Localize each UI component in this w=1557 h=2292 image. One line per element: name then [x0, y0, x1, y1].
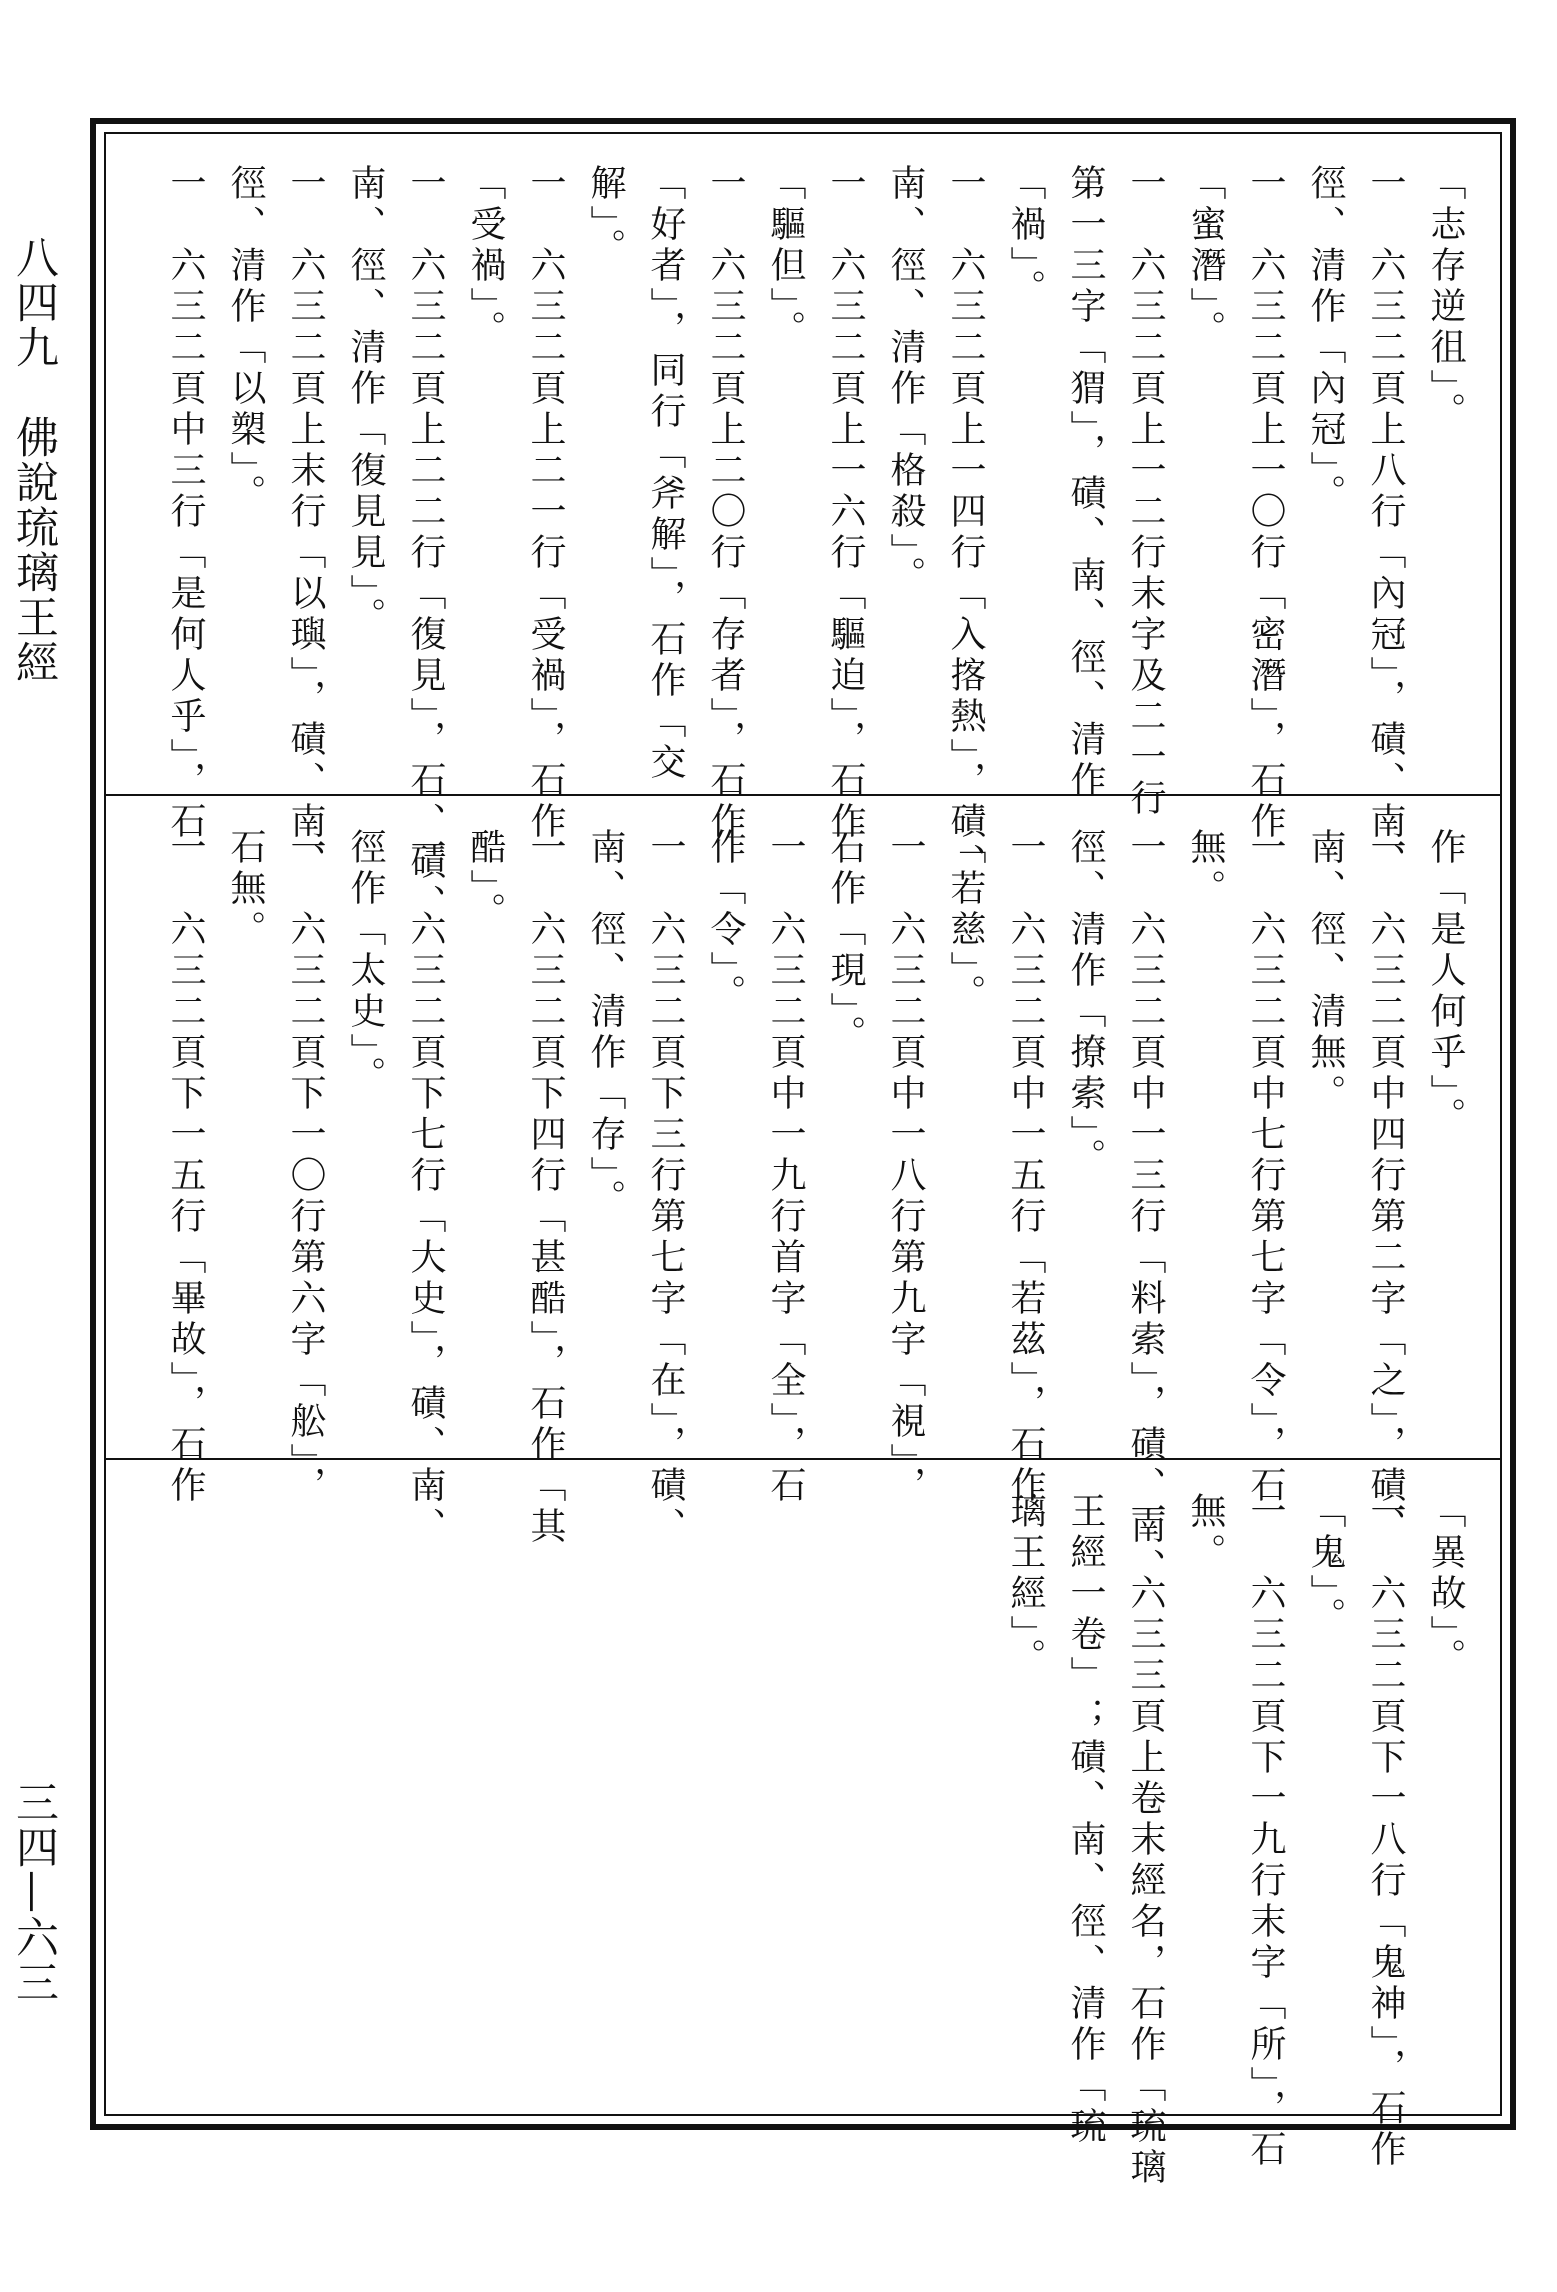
text-column: 一 六三二頁中一三行「料索」，磧、南、	[1125, 828, 1166, 1589]
text-column: 徑、清作「以槊」。	[225, 164, 266, 515]
text-column: 一 六三二頁下一〇行第六字「舩」，	[285, 828, 326, 1507]
text-column: 解」。	[585, 164, 626, 269]
text-column: 「驅但」。	[765, 164, 806, 351]
text-column: 南、徑、清作「格殺」。	[885, 164, 926, 597]
text-column: 「若慈」。	[945, 828, 986, 1015]
text-column: 無。	[1185, 1492, 1226, 1574]
text-column: 一 六三二頁下七行「大史」，磧、南、	[405, 828, 446, 1548]
text-column: 無。	[1185, 828, 1226, 910]
text-column: 一 六三二頁上一四行「入揢熱」，磧、	[945, 164, 986, 884]
text-column: 石無。	[225, 828, 266, 951]
text-column: 一 六三二頁中一八行第九字「視」，	[885, 828, 926, 1507]
text-column: 一 六三二頁下三行第七字「在」，磧、	[645, 828, 686, 1548]
text-column: 一 六三二頁上八行「內冠」，磧、南、	[1365, 164, 1406, 884]
text-column: 南、徑、清無。	[1305, 828, 1346, 1115]
text-column: 「志存逆徂」。	[1425, 164, 1466, 433]
page-frame	[90, 118, 1516, 2189]
text-column: 「蜜潛」。	[1185, 164, 1226, 351]
text-column: 一 六三二頁下一五行「畢故」，石作	[165, 828, 206, 1507]
text-column: 一 六三三頁上卷末經名，石作「琉璃	[1125, 1492, 1166, 2189]
text-column: 一 六三二頁中一九行首字「全」，石	[765, 828, 806, 1507]
text-column: 作「是人何乎」。	[1425, 828, 1466, 1138]
text-column: 徑、清作「內冠」。	[1305, 164, 1346, 515]
text-column: 一 六三二頁上一二行末字及二一行	[1125, 164, 1166, 820]
text-column: 第一三字「猬」，磧、南、徑、清作	[1065, 164, 1106, 802]
text-column: 一 六三二頁上二一行「受禍」，石作	[525, 164, 566, 843]
text-column: 一 六三二頁上二二行「復見」，石、磧、	[405, 164, 446, 925]
text-column: 「禍」。	[1005, 164, 1046, 310]
text-column: 一 六三二頁上一六行「驅迫」，石作	[825, 164, 866, 843]
text-column: 徑、清作「撩索」。	[1065, 828, 1106, 1179]
text-column: 徑作「太史」。	[345, 828, 386, 1097]
text-column: 一 六三二頁中一五行「若茲」，石作	[1005, 828, 1046, 1507]
text-column: 南、徑、清作「存」。	[585, 828, 626, 1220]
margin-page-number: 三四—六三	[9, 1780, 59, 2005]
text-column: 南、徑、清作「復見見」。	[345, 164, 386, 638]
text-column: 一 六三二頁上末行「以璵」，磧、南、	[285, 164, 326, 884]
text-column: 一 六三二頁上一〇行「密潛」，石作	[1245, 164, 1286, 843]
text-column: 璃王經」。	[1005, 1492, 1046, 1679]
text-column: 一 六三二頁下一八行「鬼神」，石作	[1365, 1492, 1406, 2171]
text-column: 酷」。	[465, 828, 506, 933]
text-column: 一 六三二頁上二〇行「存者」，石作	[705, 164, 746, 843]
margin-title: 八四九 佛說琉璃王經	[9, 235, 59, 685]
text-column: 一 六三二頁下四行「甚酷」，石作「其	[525, 828, 566, 1548]
text-column: 「鬼」。	[1305, 1492, 1346, 1638]
text-column: 作「令」。	[705, 828, 746, 1015]
text-column: 一 六三二頁中三行「是何人乎」，石	[165, 164, 206, 843]
text-column: 一 六三二頁下一九行末字「所」，石	[1245, 1492, 1286, 2171]
text-column: 「好者」，同行「斧解」，石作「交	[645, 164, 686, 784]
register-bottom	[106, 1492, 1500, 2189]
text-column: 王經一卷」；磧、南、徑、清作「琉	[1065, 1492, 1106, 2148]
text-column: 石作「現」。	[825, 828, 866, 1056]
text-column: 「異故」。	[1425, 1492, 1466, 1679]
text-column: 一 六三二頁中四行第二字「之」，磧、	[1365, 828, 1406, 1548]
text-column: 一 六三二頁中七行第七字「令」，石	[1245, 828, 1286, 1507]
text-column: 「受禍」。	[465, 164, 506, 351]
